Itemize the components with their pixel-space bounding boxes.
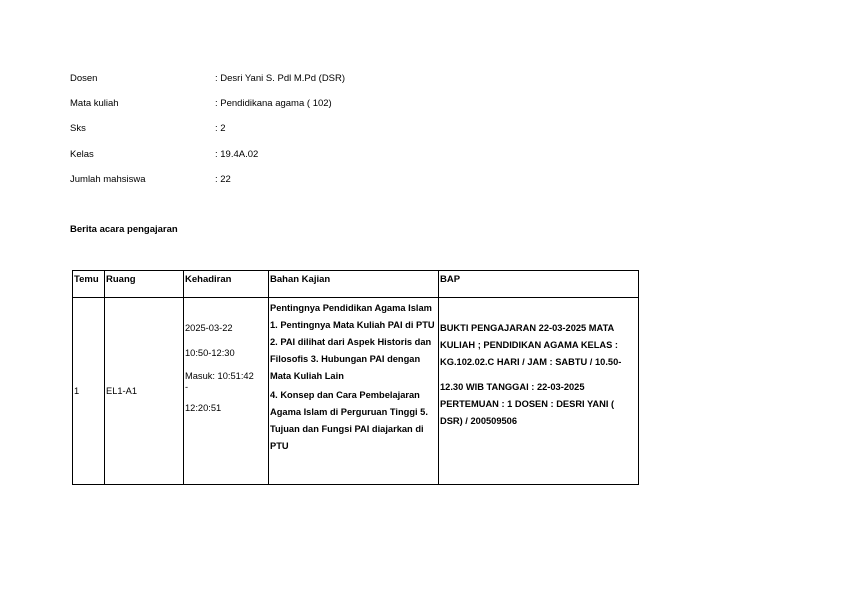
column-header-bap: BAP — [439, 271, 639, 298]
info-label: Jumlah mahsiswa — [70, 174, 146, 185]
table-header-row — [73, 271, 639, 298]
section-title: Berita acara pengajaran — [70, 224, 178, 235]
cell-ruang: EL1-A1 — [105, 298, 184, 485]
column-header-temu: Temu — [73, 271, 105, 298]
column-header-kehadiran: Kehadiran — [184, 271, 269, 298]
info-label: Dosen — [70, 73, 98, 84]
cell-bahan-kajian — [269, 298, 439, 485]
cell-kehadiran — [184, 298, 269, 485]
cell-temu: 1 — [73, 298, 105, 485]
info-value: : 19.4A.02 — [215, 149, 259, 160]
info-label: Kelas — [70, 149, 94, 160]
kehadiran-keluar: 12:20:51 — [185, 403, 222, 413]
info-label: Sks — [70, 123, 86, 134]
info-value: : Desri Yani S. Pdl M.Pd (DSR) — [215, 73, 346, 84]
kehadiran-masuk: Masuk: 10:51:42 — [185, 371, 254, 381]
table-row — [73, 298, 639, 485]
kehadiran-dash: - — [185, 382, 189, 392]
bahan-kajian-part-2: 4. Konsep dan Cara Pembelajaran Agama Islam di Perguruan Tinggi 5. Tujuan dan Fungsi PAI diajarkan di PTU — [270, 390, 428, 451]
bap-part-2: 12.30 WIB TANGGAl : 22-03-2025 PERTEMUAN : 1 DOSEN : DESRI YANI ( DSR) / 200509506 — [440, 382, 615, 426]
bap-table — [72, 270, 639, 485]
kehadiran-time: 10:50-12:30 — [185, 348, 235, 358]
info-label: Mata kuliah — [70, 98, 119, 109]
column-header-bahan-kajian: Bahan Kajian — [269, 271, 439, 298]
info-value: : 22 — [215, 174, 231, 185]
info-value: : Pendidikana agama ( 102) — [215, 98, 332, 109]
bap-part-1: BUKTI PENGAJARAN 22-03-2025 MATA KULIAH ; PENDIDIKAN AGAMA KELAS : KG.102.02.C HARI / JAM : SABTU / 10.50- — [440, 323, 622, 367]
cell-bap — [439, 298, 639, 485]
column-header-ruang: Ruang — [105, 271, 184, 298]
kehadiran-date: 2025-03-22 — [185, 323, 233, 333]
info-value: : 2 — [215, 123, 226, 134]
bahan-kajian-part-1: Pentingnya Pendidikan Agama Islam 1. Pentingnya Mata Kuliah PAI di PTU 2. PAI dilihat dari Aspek Historis dan Filosofis 3. Hubungan PAI dengan Mata Kuliah Lain — [270, 303, 435, 381]
